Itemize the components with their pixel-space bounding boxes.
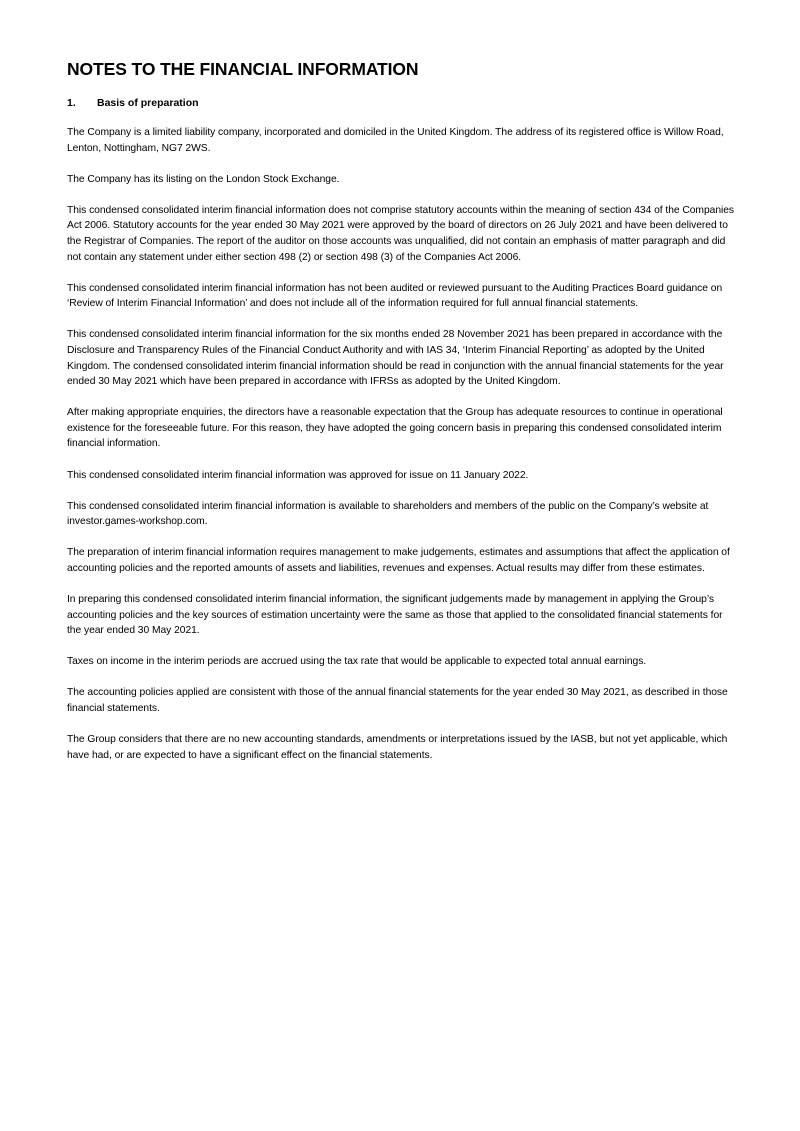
paragraph-new-standards: The Group considers that there are no new accounting standards, amendments or interpretations issued by the IASB, but not yet applicable, which have had, or are expected to have a significant effect on the financial statements. — [67, 734, 728, 761]
paragraph-taxes: Taxes on income in the interim periods are accrued using the tax rate that would be applicable to expected total annual earnings. — [67, 656, 647, 668]
paragraph-approval-date: This condensed consolidated interim financial information was approved for issue on 11 January 2022. — [67, 469, 529, 481]
paragraph-audit-status: This condensed consolidated interim financial information has not been audited or reviewed pursuant to the Auditing Practices Board guidance on ‘Review of Interim Financial Information’ and does not include all of the information required for full annual financial statements. — [67, 282, 723, 310]
paragraph-accounting-policies: The accounting policies applied are consistent with those of the annual financial statements for the year ended 30 May 2021, as described in those financial statements. — [67, 687, 728, 714]
document-page — [67, 58, 737, 779]
paragraph-listing: The Company has its listing on the London Stock Exchange. — [67, 173, 340, 185]
section-title: Basis of preparation — [97, 97, 199, 109]
section-number: 1. — [67, 97, 76, 109]
paragraph-statutory-accounts: This condensed consolidated interim financial information does not comprise statutory accounts within the meaning of section 434 of the Companies Act 2006. Statutory accounts for the year ended 30 May 2021 were approved by the board of directors on 26 July 2021 and have been delivered to the Registrar of Companies. The report of the auditor on those accounts was unqualified, did not contain an emphasis of matter paragraph and did not contain any statement under either section 498 (2) or section 498 (3) of the Companies Act 2006. — [67, 204, 735, 263]
paragraph-going-concern: After making appropriate enquiries, the directors have a reasonable expectation that the Group has adequate resources to continue in operational existence for the foreseeable future. For this reason, they have adopted the going concern basis in preparing this condensed consolidated interim financial information. — [67, 407, 723, 450]
section-heading — [67, 96, 737, 110]
paragraph-judgements: In preparing this condensed consolidated interim financial information, the significant judgements made by management in applying the Group’s accounting policies and the key sources of estimation uncertainty were the same as those that applied to the consolidated financial statements for the year ended 30 May 2021. — [67, 593, 723, 637]
paragraph-company-registration: The Company is a limited liability company, incorporated and domiciled in the United Kingdom. The address of its registered office is Willow Road, Lenton, Nottingham, NG7 2WS. — [67, 127, 724, 154]
paragraph-preparation-basis: This condensed consolidated interim financial information for the six months ended 28 November 2021 has been prepared in accordance with the Disclosure and Transparency Rules of the Financial Conduct Authority and with IAS 34, ‘Interim Financial Reporting’ as adopted by the United Kingdom. The condensed consolidated interim financial information should be read in conjunction with the annual financial statements for the year ended 30 May 2021 which have been prepared in accordance with IFRSs as adopted by the United Kingdom. — [67, 329, 724, 388]
page-title: NOTES TO THE FINANCIAL INFORMATION — [67, 59, 419, 79]
paragraph-availability: This condensed consolidated interim financial information is available to shareholders and members of the public on the Company’s website at investor.games-workshop.com. — [67, 500, 709, 528]
paragraph-estimates: The preparation of interim financial information requires management to make judgements, estimates and assumptions that affect the application of accounting policies and the reported amounts of assets and liabilities, revenues and expenses. Actual results may differ from these estimates. — [67, 547, 730, 574]
